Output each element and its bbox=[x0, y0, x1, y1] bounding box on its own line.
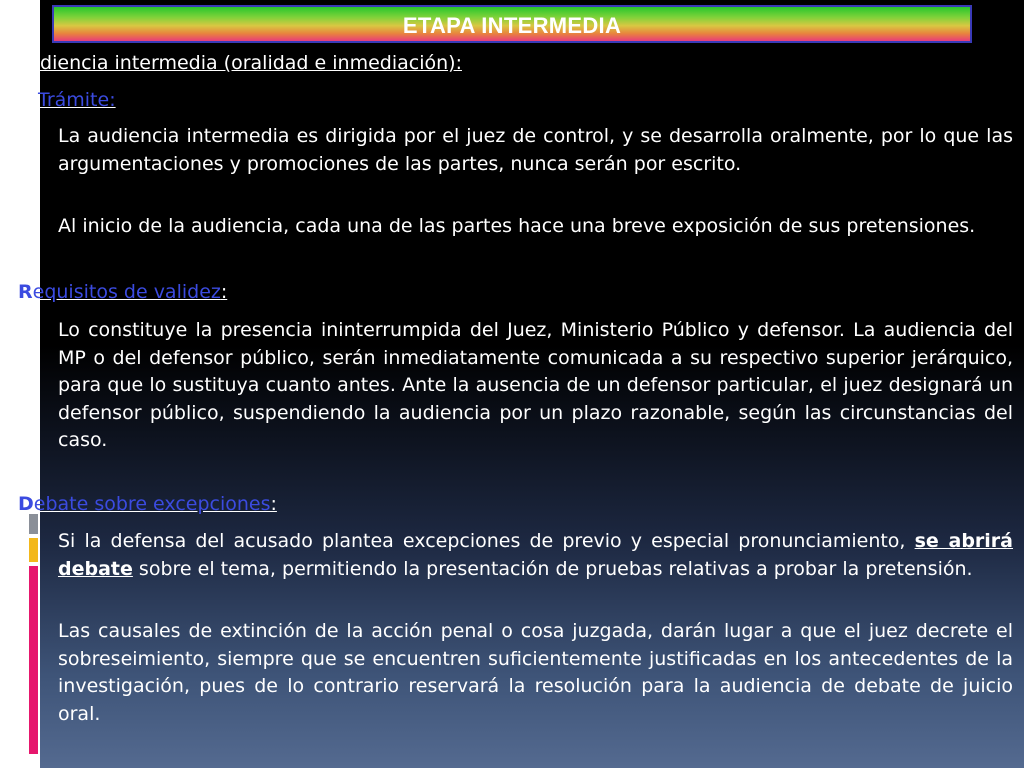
debate-p1-after: sobre el tema, permitiendo la presentación de pruebas relativas a probar la pretensión. bbox=[132, 557, 973, 580]
requisitos-paragraph: Lo constituye la presencia ininterrumpida del Juez, Ministerio Público y defensor. La audiencia del MP o del defensor público, serán inmediatamente comunicada a su respectivo superior jerárquico, para que lo sustituya cuanto antes. Ante la ausencia de un defensor particular, el juez designará un defensor público, suspendiendo la audiencia por un plazo razonable, según las circunstancias del caso. bbox=[58, 319, 1013, 451]
requisitos-colon: : bbox=[220, 281, 228, 303]
requisitos-heading bbox=[18, 279, 227, 306]
tramite-paragraph-1: La audiencia intermedia es dirigida por el juez de control, y se desarrolla oralmente, por lo que las argumentaciones y promociones de las partes, nunca serán por escrito. bbox=[58, 125, 1013, 175]
debate-heading bbox=[18, 491, 277, 518]
barcode-bullet-icon bbox=[22, 88, 34, 110]
debate-colon: : bbox=[270, 493, 277, 515]
debate-heading-text: ebate sobre excepciones bbox=[33, 493, 271, 515]
debate-first-letter: D bbox=[18, 493, 34, 515]
accent-bar-pink bbox=[29, 566, 38, 754]
requisitos-first-letter: R bbox=[18, 281, 33, 303]
accent-bar-yellow bbox=[29, 538, 38, 562]
tramite-heading-text: Trámite: bbox=[38, 89, 116, 111]
slide-title: ETAPA INTERMEDIA bbox=[402, 13, 622, 38]
tramite-heading bbox=[18, 87, 116, 114]
debate-paragraph-2: Las causales de extinción de la acción penal o cosa juzgada, darán lugar a que el juez decrete el sobreseimiento, siempre que se encuentren suficientemente justificadas en los antecedentes de la investigación, pues de lo contrario reservará la resolución para la audiencia de debate de juicio oral. bbox=[58, 620, 1013, 725]
debate-p1-before: Si la defensa del acusado plantea excepciones de previo y especial pronunciamiento, bbox=[58, 530, 915, 552]
left-decor-panel bbox=[0, 0, 40, 768]
requisitos-heading-text: equisitos de validez bbox=[32, 281, 221, 303]
tramite-paragraph-2: Al inicio de la audiencia, cada una de las partes hace una breve exposición de sus pretensiones. bbox=[58, 215, 976, 237]
debate-p1-emphasis: se abrirá debate bbox=[58, 530, 1014, 580]
intro-line: udiencia intermedia (oralidad e inmediación): bbox=[28, 52, 462, 74]
slide-title-bar bbox=[52, 5, 972, 43]
debate-paragraph-1 bbox=[58, 528, 1013, 583]
